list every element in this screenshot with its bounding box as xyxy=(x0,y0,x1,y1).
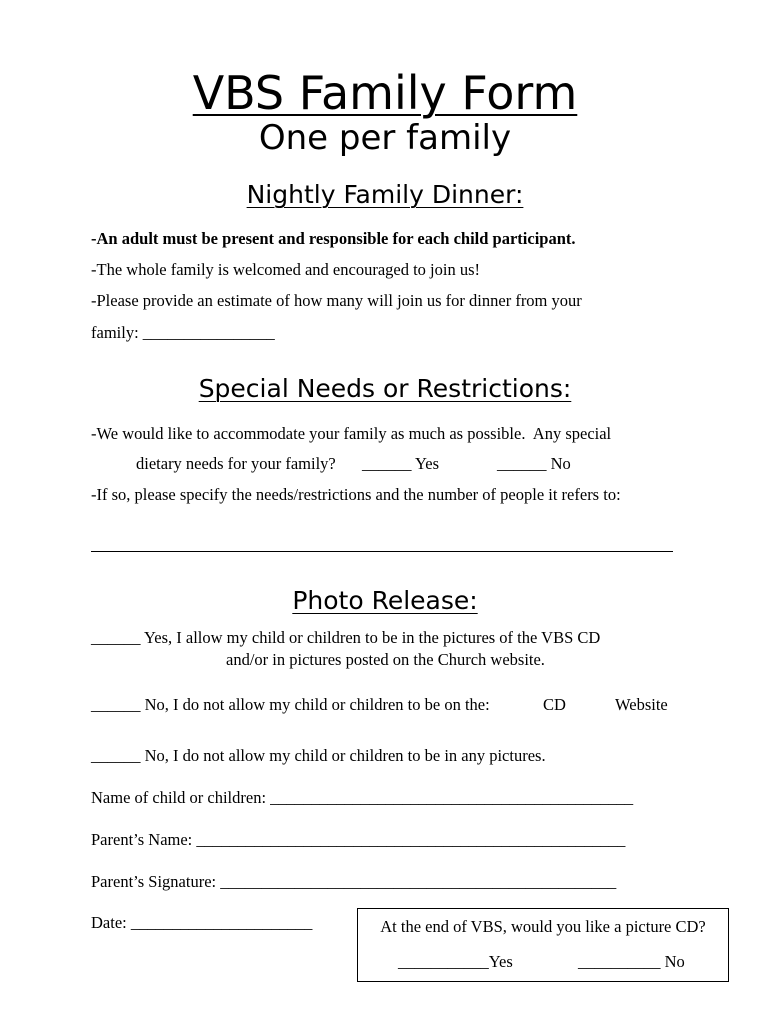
photo-heading: Photo Release: xyxy=(292,586,478,615)
photo-option-yes[interactable]: ______ Yes, I allow my child or children to be in the pictures of the VBS CD xyxy=(91,628,601,647)
photo-option-no-all[interactable]: ______ No, I do not allow my child or children to be in any pictures. xyxy=(91,746,546,765)
photo-option-website[interactable]: Website xyxy=(615,695,668,714)
date-field[interactable]: Date: ______________________ xyxy=(91,913,313,932)
needs-line-specify: -If so, please specify the needs/restrictions and the number of people it refers to: xyxy=(91,485,621,504)
photo-option-no-partial[interactable]: ______ No, I do not allow my child or children to be on the: xyxy=(91,695,490,714)
dinner-line-adult: -An adult must be present and responsible for each child participant. xyxy=(91,229,576,248)
parent-name-field[interactable]: Parent’s Name: ____________________________________________________ xyxy=(91,830,626,849)
dinner-heading: Nightly Family Dinner: xyxy=(246,180,524,209)
parent-signature-field[interactable]: Parent’s Signature: ________________________________________________ xyxy=(91,872,617,891)
needs-dietary-question: dietary needs for your family? xyxy=(136,454,336,473)
dinner-line-welcome: -The whole family is welcomed and encouraged to join us! xyxy=(91,260,481,279)
needs-dietary-yes-field[interactable]: ______ Yes xyxy=(362,454,440,473)
picture-cd-box xyxy=(357,908,729,982)
dinner-family-count-field[interactable]: family: ________________ xyxy=(91,323,275,342)
picture-cd-question: At the end of VBS, would you like a picture CD? xyxy=(380,917,706,936)
photo-option-yes-continued: and/or in pictures posted on the Church website. xyxy=(226,650,545,669)
needs-dietary-no-field[interactable]: ______ No xyxy=(497,454,571,473)
needs-heading: Special Needs or Restrictions: xyxy=(198,374,572,403)
picture-cd-yes-field[interactable]: ___________Yes xyxy=(398,952,513,971)
needs-line-accommodate: -We would like to accommodate your family as much as possible. Any special xyxy=(91,424,612,443)
page-title: VBS Family Form xyxy=(192,66,578,120)
child-name-field[interactable]: Name of child or children: ____________________________________________ xyxy=(91,788,634,807)
photo-option-cd[interactable]: CD xyxy=(543,695,566,714)
needs-specify-answer-line[interactable] xyxy=(91,551,673,552)
page-subtitle: One per family xyxy=(258,118,512,158)
dinner-line-estimate: -Please provide an estimate of how many will join us for dinner from your xyxy=(91,291,582,310)
picture-cd-no-field[interactable]: __________ No xyxy=(578,952,685,971)
